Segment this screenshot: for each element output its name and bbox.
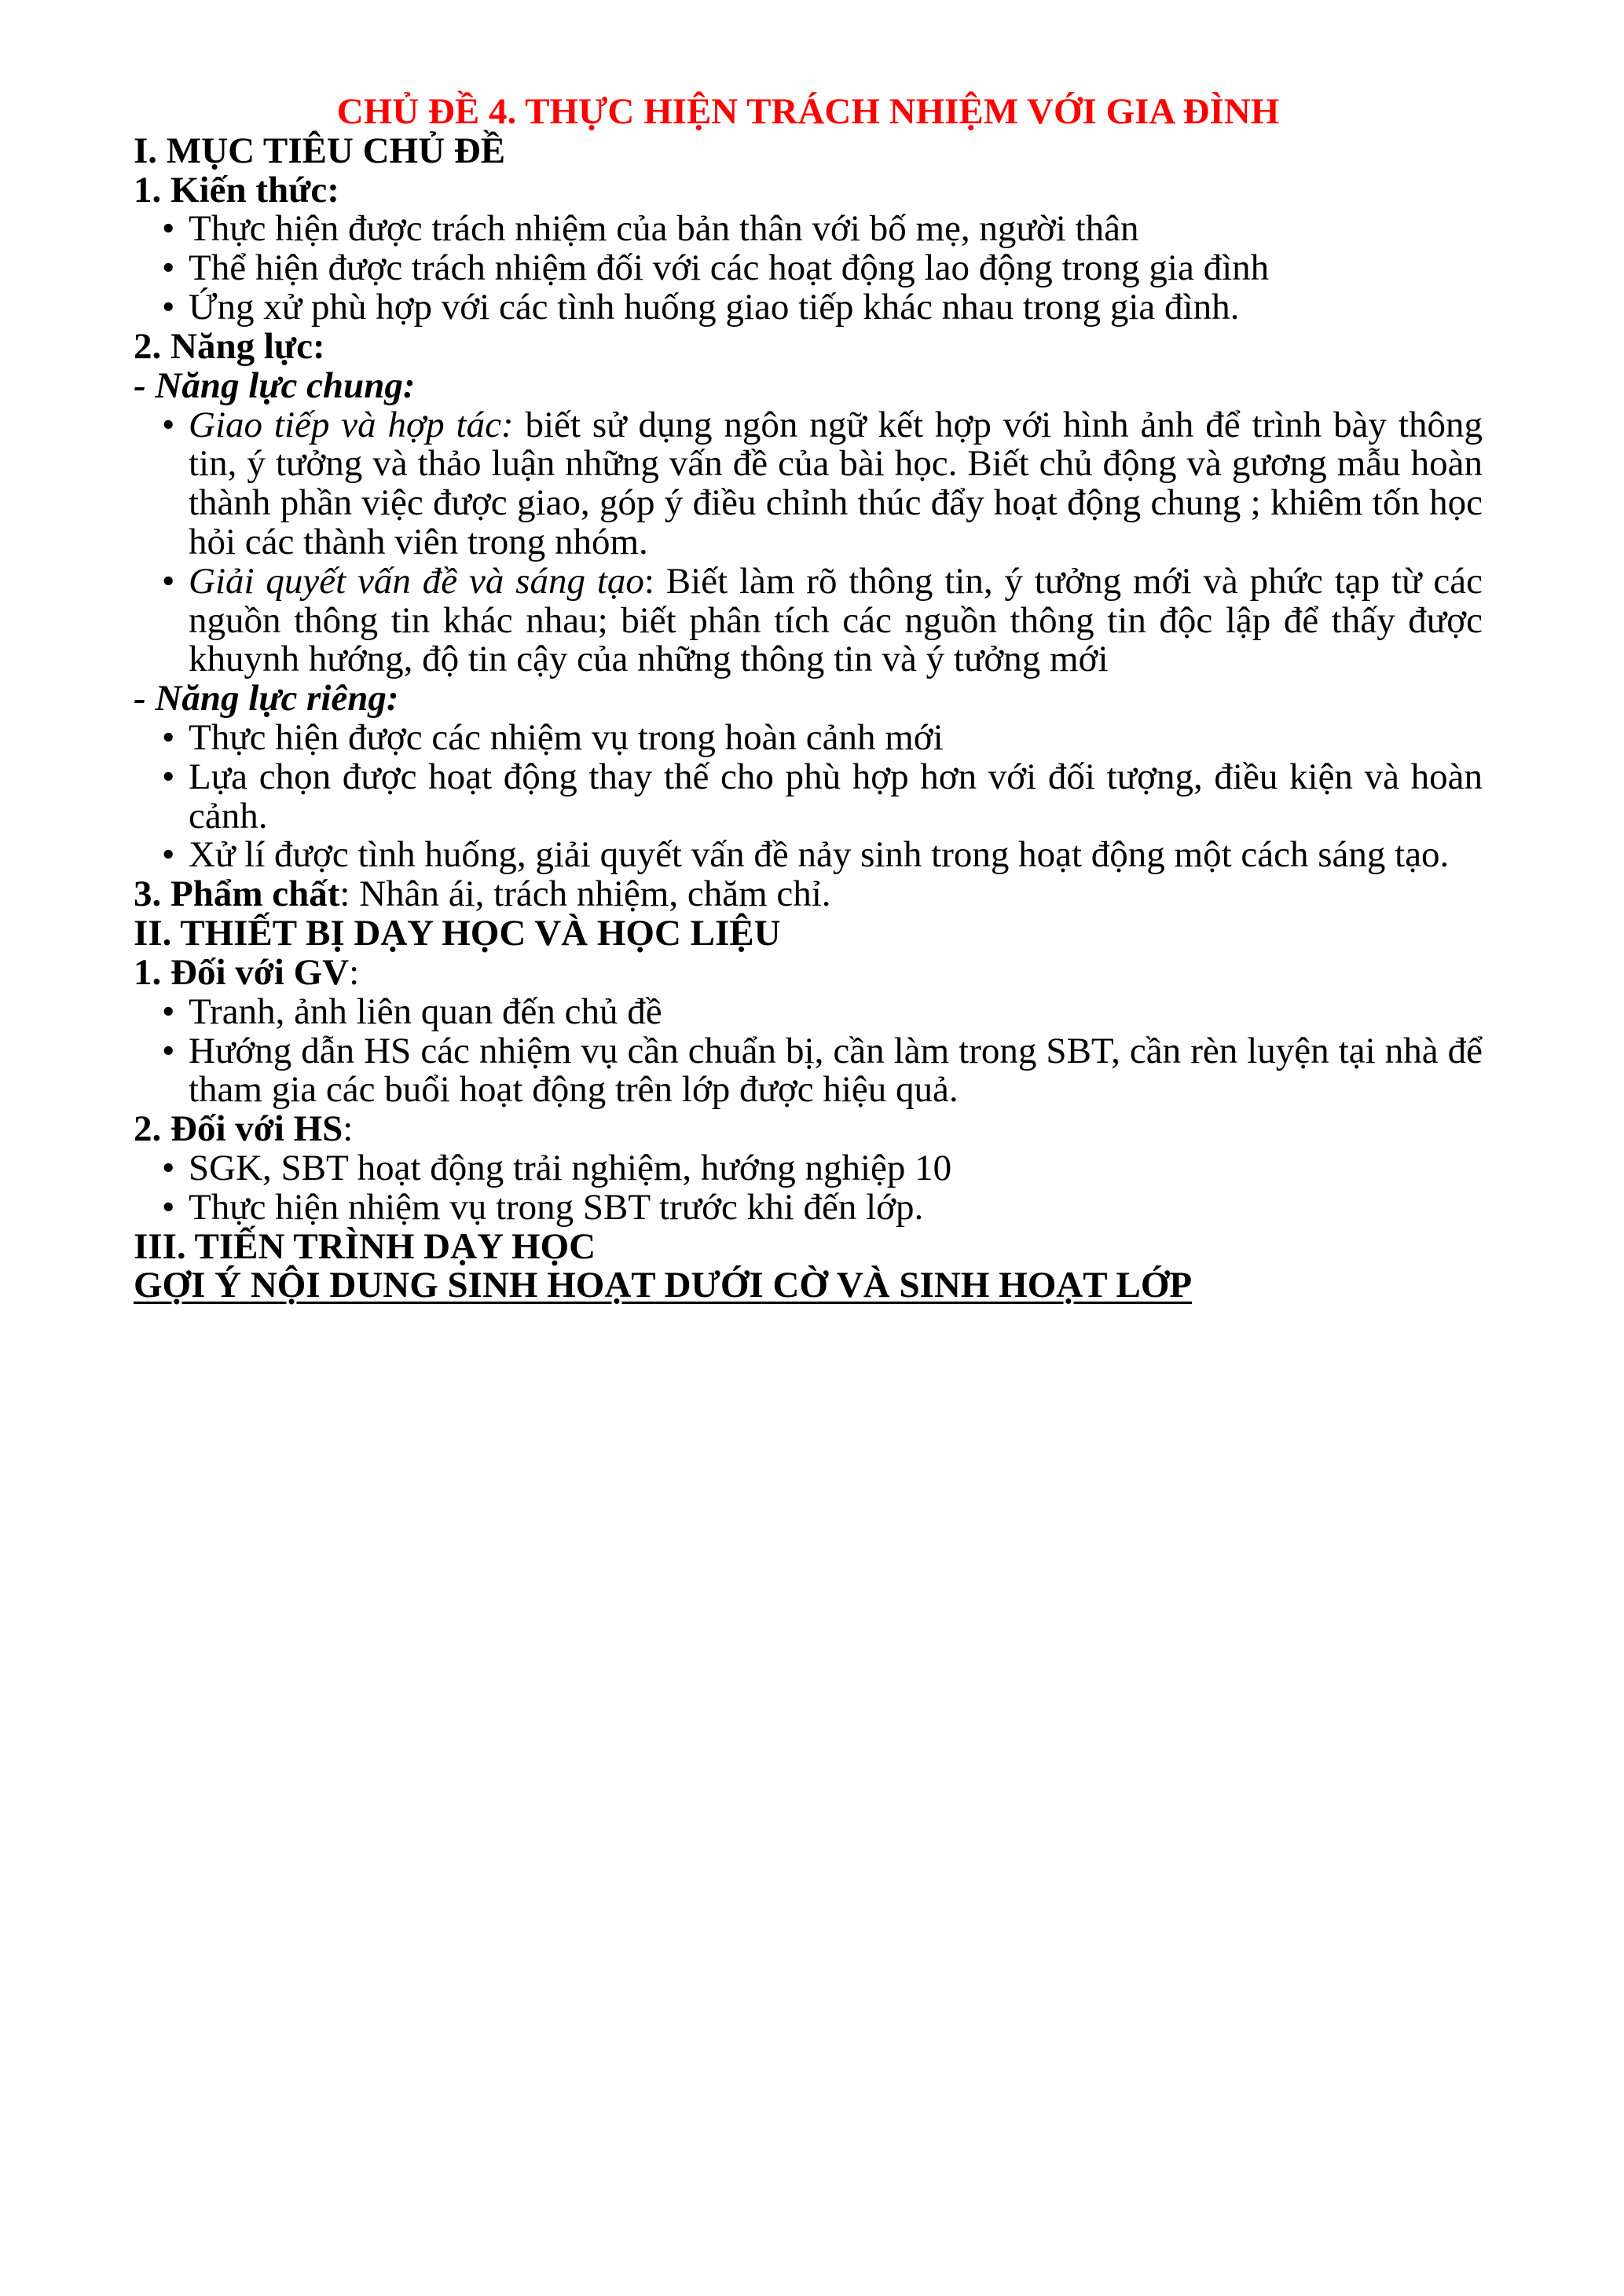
heading-tien-trinh: III. TIẾN TRÌNH DẠY HỌC <box>134 1225 596 1267</box>
pham-chat-lead: 3. Phẩm chất <box>134 873 340 915</box>
list-item <box>134 758 1483 837</box>
list-item <box>134 1149 1483 1188</box>
list-item <box>134 836 1483 875</box>
heading-doi-voi-hs <box>134 1110 1483 1149</box>
heading-nang-luc: 2. Năng lực: <box>134 325 325 367</box>
bullet-text: Thể hiện được trách nhiệm đối với các hoạt động lao động trong gia đình <box>189 247 1270 289</box>
gv-lead: 1. Đối với GV <box>134 951 350 993</box>
bullet-lead: Giải quyết vấn đề và sáng tạo <box>189 560 644 602</box>
gv-colon: : <box>349 951 360 993</box>
paragraph-pham-chat <box>134 875 1483 914</box>
bullet-icon: • <box>162 1147 175 1188</box>
bullet-icon: • <box>162 1030 175 1071</box>
label-nang-luc-chung: - Năng lực chung: <box>134 364 416 406</box>
heading-goi-y-sinh-hoat: GỢI Ý NỘI DUNG SINH HOẠT DƯỚI CỜ VÀ SINH HOẠT LỚP <box>134 1265 1193 1306</box>
pham-chat-body: : Nhân ái, trách nhiệm, chăm chỉ. <box>339 873 831 915</box>
heading-thiet-bi: II. THIẾT BỊ DẠY HỌC VÀ HỌC LIỆU <box>134 913 781 954</box>
document-title: CHỦ ĐỀ 4. THỰC HIỆN TRÁCH NHIỆM VỚI GIA ĐÌNH <box>336 91 1280 132</box>
hs-colon: : <box>343 1108 354 1150</box>
label-nang-luc-rieng: - Năng lực riêng: <box>134 678 399 720</box>
bullet-text: Ứng xử phù hợp với các tình huống giao tiếp khác nhau trong gia đình. <box>189 287 1240 328</box>
bullet-icon: • <box>162 1186 175 1228</box>
bullet-text <box>189 406 1483 562</box>
bullet-text <box>189 562 1483 679</box>
hs-list <box>134 1149 1483 1228</box>
list-item <box>134 210 1483 249</box>
bullet-text: SGK, SBT hoạt động trải nghiệm, hướng nghiệp 10 <box>189 1147 952 1188</box>
bullet-lead: Giao tiếp và hợp tác: <box>189 404 514 445</box>
list-item <box>134 1032 1483 1111</box>
bullet-icon: • <box>162 756 175 797</box>
bullet-icon: • <box>162 404 175 445</box>
nang-luc-chung-list <box>134 406 1483 680</box>
bullet-text: Thực hiện được trách nhiệm của bản thân với bố mẹ, người thân <box>189 208 1139 250</box>
bullet-icon: • <box>162 834 175 876</box>
list-item <box>134 719 1483 758</box>
bullet-icon: • <box>162 991 175 1032</box>
list-item <box>134 406 1483 562</box>
list-item <box>134 249 1483 288</box>
bullet-icon: • <box>162 717 175 758</box>
bullet-icon: • <box>162 287 175 328</box>
bullet-body: : Biết làm rõ thông tin, ý tưởng mới và phức tạp từ các nguồn thông tin khác nhau; biết phân tích các nguồn thông tin độc lập để thấy được khuynh hướng, độ tin cậy của những thông tin và ý tưởng mới <box>189 560 1483 680</box>
hs-lead: 2. Đối với HS <box>134 1108 343 1150</box>
bullet-text: Thực hiện được các nhiệm vụ trong hoàn cảnh mới <box>189 717 944 758</box>
bullet-icon: • <box>162 208 175 250</box>
bullet-text: Xử lí được tình huống, giải quyết vấn đề nảy sinh trong hoạt động một cách sáng tạo. <box>189 834 1450 876</box>
gv-list <box>134 993 1483 1110</box>
heading-muc-tieu-chu-de: I. MỤC TIÊU CHỦ ĐỀ <box>134 130 506 171</box>
bullet-text: Thực hiện nhiệm vụ trong SBT trước khi đến lớp. <box>189 1186 924 1228</box>
list-item <box>134 562 1483 679</box>
bullet-body: biết sử dụng ngôn ngữ kết hợp với hình ảnh để trình bày thông tin, ý tưởng và thảo luận những vấn đề của bài học. Biết chủ động và gương mẫu hoàn thành phần việc được giao, góp ý điều chỉnh thúc đẩy hoạt động chung ; khiêm tốn học hỏi các thành viên trong nhóm. <box>189 404 1483 562</box>
kien-thuc-list <box>134 210 1483 327</box>
list-item <box>134 1188 1483 1228</box>
heading-kien-thuc: 1. Kiến thức: <box>134 169 339 211</box>
bullet-text: Tranh, ảnh liên quan đến chủ đề <box>189 991 662 1032</box>
nang-luc-rieng-list <box>134 719 1483 875</box>
list-item <box>134 288 1483 328</box>
bullet-icon: • <box>162 560 175 602</box>
list-item <box>134 993 1483 1032</box>
heading-doi-voi-gv <box>134 951 1483 993</box>
bullet-icon: • <box>162 247 175 289</box>
bullet-text: Lựa chọn được hoạt động thay thế cho phù hợp hơn với đối tượng, điều kiện và hoàn cảnh. <box>189 756 1483 837</box>
bullet-text: Hướng dẫn HS các nhiệm vụ cần chuẩn bị, cần làm trong SBT, cần rèn luyện tại nhà để tham gia các buổi hoạt động trên lớp được hiệu quả. <box>189 1030 1483 1111</box>
